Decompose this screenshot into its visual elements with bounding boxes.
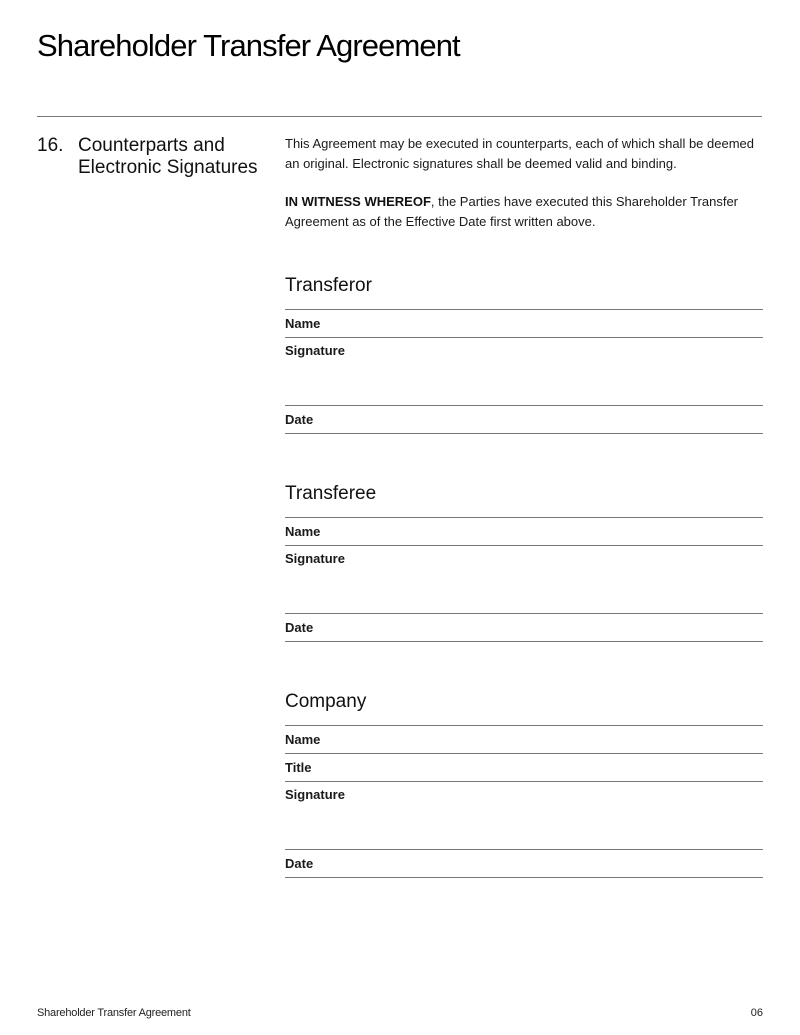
signature-block-heading: Transferor <box>285 275 372 296</box>
name-field[interactable]: Name <box>285 310 763 338</box>
footer-page-number: 06 <box>750 1007 763 1019</box>
witness-bold-lead: IN WITNESS WHEREOF <box>285 194 431 209</box>
date-field[interactable]: Date <box>285 850 763 878</box>
signature-block-company <box>285 691 763 878</box>
section-body <box>285 134 763 250</box>
counterparts-paragraph: This Agreement may be executed in counterparts, each of which shall be deemed an original. Electronic signatures shall be deemed valid and binding. <box>285 136 754 171</box>
title-divider <box>37 116 762 117</box>
signature-block-transferee <box>285 483 763 642</box>
witness-paragraph <box>285 192 763 231</box>
footer-document-title: Shareholder Transfer Agreement <box>37 1007 191 1019</box>
title-field[interactable]: Title <box>285 754 763 782</box>
signature-field[interactable]: Signature <box>285 338 763 406</box>
section-number: 16. <box>37 135 64 156</box>
section-heading: Counterparts and Electronic Signatures <box>78 135 258 178</box>
signature-field[interactable]: Signature <box>285 546 763 614</box>
witness-text: , the Parties have executed this Shareholder Transfer Agreement as of the Effective Date first written above. <box>285 194 739 229</box>
signature-block-heading: Transferee <box>285 483 377 504</box>
signature-block-heading: Company <box>285 691 367 712</box>
signature-field[interactable]: Signature <box>285 782 763 850</box>
date-field[interactable]: Date <box>285 614 763 642</box>
name-field[interactable]: Name <box>285 726 763 754</box>
document-title: Shareholder Transfer Agreement <box>37 28 460 63</box>
signature-block-transferor <box>285 275 763 434</box>
name-field[interactable]: Name <box>285 518 763 546</box>
date-field[interactable]: Date <box>285 406 763 434</box>
